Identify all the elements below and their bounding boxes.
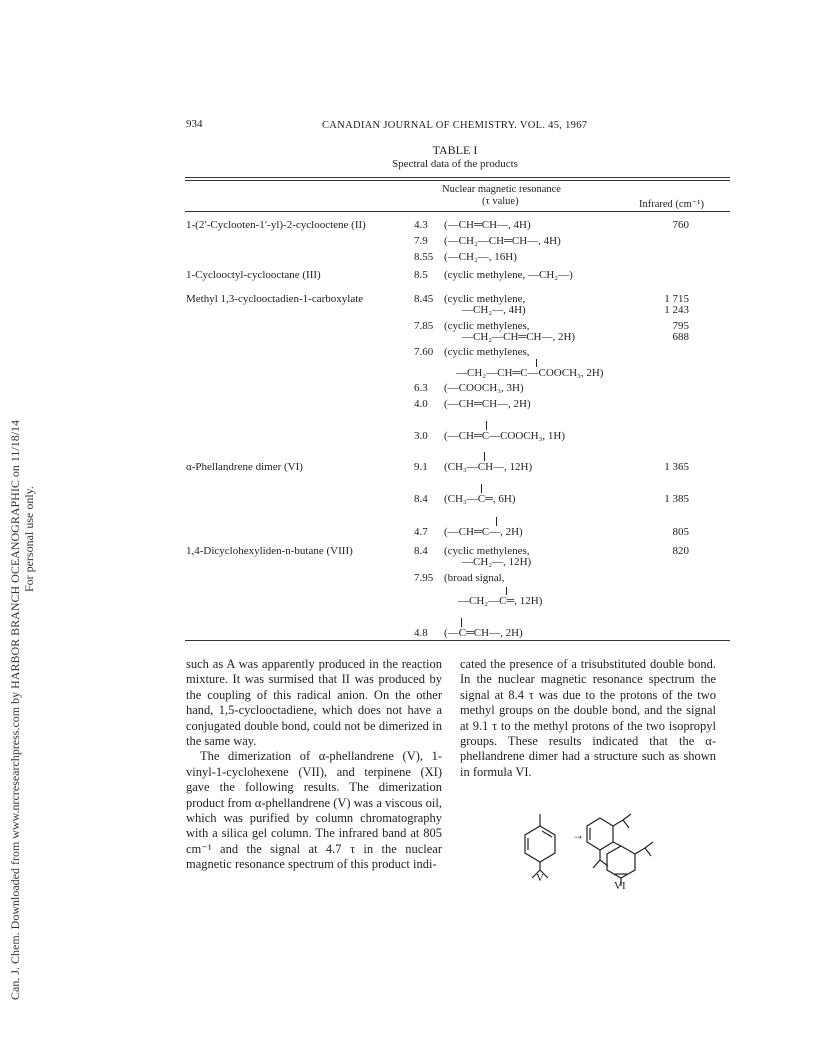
col-header-nmr: Nuclear magnetic resonance — [442, 184, 561, 195]
tau-value: 4.0 — [414, 398, 428, 410]
bottom-rule — [185, 640, 730, 641]
left-column — [186, 657, 442, 873]
tau-value: 9.1 — [414, 461, 428, 473]
compound-name: 1-Cyclooctyl-cyclooctane (III) — [186, 269, 321, 281]
compound-name: 1-(2′-Cyclooten-1′-yl)-2-cyclooctene (II) — [186, 219, 366, 231]
nmr-assignment-cont: —CH₂—CH═C—COOCH₃, 2H) — [456, 367, 604, 379]
table-caption: TABLE I — [432, 143, 478, 157]
nmr-assignment: (—CH═C—COOCH₃, 1H) — [444, 430, 566, 442]
bond-line — [484, 452, 485, 461]
nmr-assignment: (—COOCH₃, 3H) — [444, 382, 524, 394]
ir-value: 1 365 — [664, 461, 689, 473]
ir-value: 1 715 — [664, 293, 689, 305]
table-subcaption: Spectral data of the products — [392, 158, 518, 170]
top-rule-2 — [185, 180, 730, 181]
ring-vi-b — [607, 846, 635, 878]
nmr-assignment-cont: —CH₂—, 4H) — [462, 304, 526, 316]
header-rule — [185, 211, 730, 212]
nmr-assignment-cont: —CH₂—CH═CH—, 2H) — [462, 331, 576, 343]
nmr-assignment: (cyclic methylenes, — [444, 320, 530, 332]
running-head: CANADIAN JOURNAL OF CHEMISTRY. VOL. 45, 1967 — [322, 120, 588, 131]
tau-value: 7.60 — [414, 346, 434, 358]
tau-value: 8.4 — [414, 545, 428, 557]
side-margin — [0, 0, 60, 1056]
ir-value: 795 — [672, 320, 689, 332]
ir-value: 760 — [672, 219, 689, 231]
nmr-assignment: (cyclic methylene, — [444, 293, 526, 305]
bond-line — [481, 484, 482, 493]
tau-value: 8.5 — [414, 269, 428, 281]
tau-value: 7.9 — [414, 235, 428, 247]
tau-value: 8.55 — [414, 251, 434, 263]
bond-line — [486, 421, 487, 430]
nmr-assignment: (—CH═C—, 2H) — [444, 526, 523, 538]
nmr-assignment-cont: —CH₂—C═, 12H) — [458, 595, 543, 607]
nmr-assignment: (—CH═CH—, 4H) — [444, 219, 531, 231]
bond-line — [506, 587, 507, 595]
ring-v — [525, 826, 555, 862]
top-rule-1 — [185, 177, 730, 178]
reaction-arrow: → — [572, 828, 584, 842]
compound-name: α-Phellandrene dimer (VI) — [186, 461, 303, 473]
paragraph: such as A was apparently produced in the reaction mixture. It was surmised that II was produced by the coupling of this radical anion. On the other hand, 1,5-cyclooctadiene, which does not have a conjugated double bond, could not be dimerized in the same way. — [186, 657, 442, 749]
label-v: V — [536, 872, 544, 884]
bond-line — [496, 517, 497, 526]
compound-name: Methyl 1,3-cyclooctadien-1-carboxylate — [186, 293, 364, 305]
tau-value: 7.85 — [414, 320, 434, 332]
label-vi: VI — [614, 880, 626, 892]
ir-value: 1 243 — [664, 304, 689, 316]
ir-value: 688 — [672, 331, 689, 343]
ir-value: 820 — [672, 545, 689, 557]
nmr-assignment: (—CH═CH—, 2H) — [444, 398, 531, 410]
ir-value: 1 385 — [664, 493, 689, 505]
tau-value: 4.8 — [414, 627, 428, 639]
structure-diagram — [505, 808, 715, 898]
nmr-assignment: (cyclic methylenes, — [444, 346, 530, 358]
nmr-assignment: (—CH₂—, 16H) — [444, 251, 517, 263]
ring-vi-a — [587, 818, 613, 850]
nmr-assignment: (CH₃—CH—, 12H) — [444, 461, 533, 473]
tau-value: 4.3 — [414, 219, 428, 231]
tau-value: 3.0 — [414, 430, 428, 442]
tau-value: 8.45 — [414, 293, 434, 305]
bond-line — [461, 618, 462, 627]
bond-line — [536, 359, 537, 367]
nmr-assignment-cont: —CH₂—, 12H) — [462, 556, 532, 568]
page-number: 934 — [186, 118, 203, 130]
nmr-assignment: (cyclic methylenes, — [444, 545, 530, 557]
col-header-tau: (τ value) — [482, 196, 519, 207]
personal-use-note: For personal use only. — [22, 486, 36, 592]
download-note: Can. J. Chem. Downloaded from www.nrcresearchpress.com by HARBOR BRANCH OCEANOGRAPHIC on 11/18/14 — [8, 419, 22, 1000]
tau-value: 8.4 — [414, 493, 428, 505]
nmr-assignment: (—CH₂—CH═CH—, 4H) — [444, 235, 561, 247]
compound-name: 1,4-Dicyclohexyliden-n-butane (VIII) — [186, 545, 353, 557]
nmr-assignment: (cyclic methylene, —CH₂—) — [444, 269, 573, 281]
col-header-ir: Infrared (cm⁻¹) — [639, 199, 704, 210]
tau-value: 7.95 — [414, 572, 434, 584]
nmr-assignment: (CH₃—C═, 6H) — [444, 493, 516, 505]
tau-value: 4.7 — [414, 526, 428, 538]
right-column — [460, 657, 716, 780]
paragraph: cated the presence of a trisubstituted double bond. In the nuclear magnetic resonance spectrum the signal at 8.4 τ was due to the protons of the two methyl groups on the double bond, and the signal at 9.1 τ to the methyl protons of the two isopropyl groups. These results indicated that the α-phellandrene dimer had a structure such as shown in formula VI. — [460, 657, 716, 779]
nmr-assignment: (—C═CH—, 2H) — [444, 627, 523, 639]
ir-value: 805 — [672, 526, 689, 538]
tau-value: 6.3 — [414, 382, 428, 394]
paragraph: The dimerization of α-phellandrene (V), 1-vinyl-1-cyclohexene (VII), and terpinene (XI) gave the following results. The dimerization product from α-phellandrene (V) was a viscous oil, which was purified by column chromatography with a silica gel column. The infrared band at 805 cm⁻¹ and the signal at 4.7 τ in the nuclear magnetic resonance spectrum of this product indi- — [186, 749, 442, 872]
nmr-assignment: (broad signal, — [444, 572, 505, 584]
